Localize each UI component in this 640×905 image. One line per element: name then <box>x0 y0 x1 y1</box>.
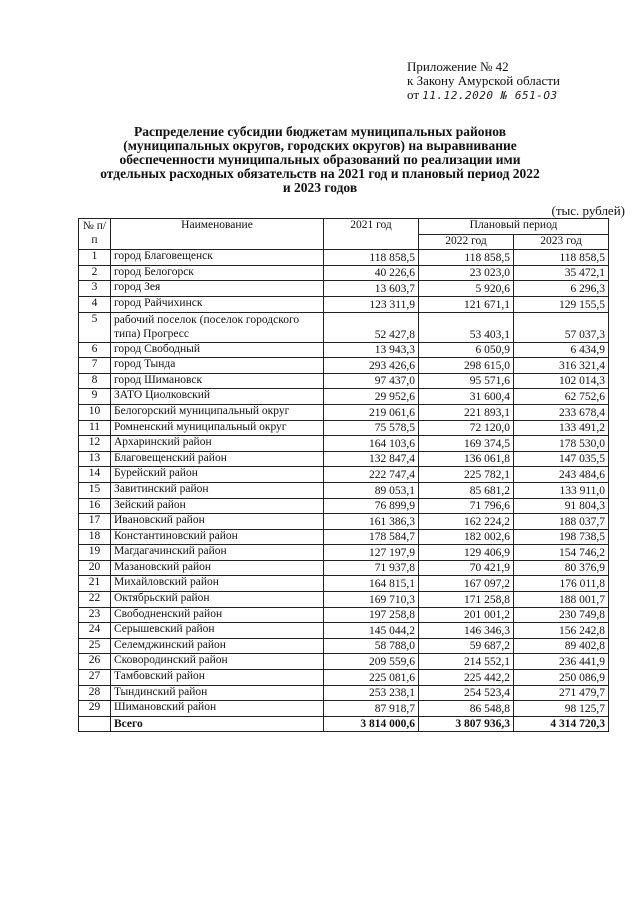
subsidy-table <box>78 218 609 732</box>
row-2021: 145 044,2 <box>324 623 419 639</box>
row-number: 12 <box>79 436 111 452</box>
table-row <box>79 576 609 592</box>
row-2023: 250 086,9 <box>514 670 609 686</box>
row-2023: 147 035,5 <box>514 451 609 467</box>
row-number: 17 <box>79 514 111 530</box>
row-2022: 225 442,2 <box>419 670 514 686</box>
row-number: 16 <box>79 498 111 514</box>
row-number: 8 <box>79 373 111 389</box>
row-number: 28 <box>79 685 111 701</box>
row-2022: 6 050,9 <box>419 342 514 358</box>
table-row <box>79 420 609 436</box>
row-2021: 169 710,3 <box>324 592 419 608</box>
row-2023: 133 491,2 <box>514 420 609 436</box>
row-2022: 171 258,8 <box>419 592 514 608</box>
row-name: Серышевский район <box>111 623 324 639</box>
row-number: 27 <box>79 670 111 686</box>
row-2021: 222 747,4 <box>324 467 419 483</box>
header-plan-period: Плановый период <box>419 219 609 235</box>
row-2023: 243 484,6 <box>514 467 609 483</box>
total-2021: 3 814 000,6 <box>324 716 419 732</box>
row-name: Михайловский район <box>111 576 324 592</box>
table-row <box>79 389 609 405</box>
row-2023: 316 321,4 <box>514 358 609 374</box>
row-2022: 201 001,2 <box>419 607 514 623</box>
row-2021: 197 258,8 <box>324 607 419 623</box>
row-2022: 118 858,5 <box>419 250 514 266</box>
document-title: Распределение субсидии бюджетам муниципальных районов (муниципальных округов, городских округов) на выравнивание обеспеченности муниципальных образований по реализации ими отдельных расходных обязательств на 2021 год и плановый период 2022 и 2023 годов <box>100 124 540 195</box>
row-name: город Тында <box>111 358 324 374</box>
row-2022: 182 002,6 <box>419 529 514 545</box>
row-2021: 40 226,6 <box>324 265 419 281</box>
row-2022: 85 681,2 <box>419 482 514 498</box>
row-2022: 129 406,9 <box>419 545 514 561</box>
row-2022: 23 023,0 <box>419 265 514 281</box>
row-name: город Белогорск <box>111 265 324 281</box>
row-number: 26 <box>79 654 111 670</box>
row-2021: 293 426,6 <box>324 358 419 374</box>
row-name: город Свободный <box>111 342 324 358</box>
total-num-cell <box>79 716 111 732</box>
row-name: Тындинский район <box>111 685 324 701</box>
row-name: город Благовещенск <box>111 250 324 266</box>
table-row <box>79 265 609 281</box>
row-2021: 178 584,7 <box>324 529 419 545</box>
table-row <box>79 623 609 639</box>
row-name: Бурейский район <box>111 467 324 483</box>
row-2023: 233 678,4 <box>514 404 609 420</box>
table-row <box>79 498 609 514</box>
header-2021: 2021 год <box>324 219 419 250</box>
table-row <box>79 312 609 342</box>
row-2021: 164 103,6 <box>324 436 419 452</box>
row-2023: 176 011,8 <box>514 576 609 592</box>
row-number: 18 <box>79 529 111 545</box>
row-2022: 86 548,8 <box>419 701 514 717</box>
row-2023: 198 738,5 <box>514 529 609 545</box>
table-row <box>79 373 609 389</box>
row-2022: 53 403,1 <box>419 312 514 342</box>
appendix-date-prefix: от <box>407 87 420 102</box>
header-name: Наименование <box>111 219 324 250</box>
row-name: Белогорский муниципальный округ <box>111 404 324 420</box>
row-2023: 154 746,2 <box>514 545 609 561</box>
row-2023: 156 242,8 <box>514 623 609 639</box>
row-number: 2 <box>79 265 111 281</box>
row-2021: 123 311,9 <box>324 296 419 312</box>
table-row <box>79 607 609 623</box>
appendix-block <box>407 60 632 103</box>
row-2021: 253 238,1 <box>324 685 419 701</box>
appendix-date <box>407 88 632 103</box>
row-2021: 87 918,7 <box>324 701 419 717</box>
row-number: 15 <box>79 482 111 498</box>
row-2022: 95 571,6 <box>419 373 514 389</box>
row-2023: 6 434,9 <box>514 342 609 358</box>
row-2022: 72 120,0 <box>419 420 514 436</box>
table-row <box>79 685 609 701</box>
row-name: город Шимановск <box>111 373 324 389</box>
row-2022: 71 796,6 <box>419 498 514 514</box>
row-2023: 89 402,8 <box>514 638 609 654</box>
row-name: Зейский район <box>111 498 324 514</box>
row-name: Мазановский район <box>111 560 324 576</box>
row-name: Октябрьский район <box>111 592 324 608</box>
row-2023: 178 530,0 <box>514 436 609 452</box>
table-row <box>79 638 609 654</box>
row-number: 13 <box>79 451 111 467</box>
row-number: 21 <box>79 576 111 592</box>
row-2021: 161 386,3 <box>324 514 419 530</box>
table-row <box>79 467 609 483</box>
total-2022: 3 807 936,3 <box>419 716 514 732</box>
row-number: 3 <box>79 281 111 297</box>
table-row <box>79 404 609 420</box>
row-number: 25 <box>79 638 111 654</box>
total-row <box>79 716 609 732</box>
table-row <box>79 654 609 670</box>
table-row <box>79 281 609 297</box>
row-2022: 59 687,2 <box>419 638 514 654</box>
row-2023: 57 037,3 <box>514 312 609 342</box>
row-number: 9 <box>79 389 111 405</box>
handwritten-date-number: 11.12.2020 № 651-ОЗ <box>422 89 558 102</box>
header-2022: 2022 год <box>419 234 514 250</box>
header-2023: 2023 год <box>514 234 609 250</box>
row-2023: 271 479,7 <box>514 685 609 701</box>
row-2022: 298 615,0 <box>419 358 514 374</box>
row-2022: 254 523,4 <box>419 685 514 701</box>
row-name: Завитинский район <box>111 482 324 498</box>
row-2022: 5 920,6 <box>419 281 514 297</box>
appendix-number: Приложение № 42 <box>407 59 509 74</box>
row-number: 11 <box>79 420 111 436</box>
row-name: Тамбовский район <box>111 670 324 686</box>
row-2021: 132 847,4 <box>324 451 419 467</box>
row-2021: 219 061,6 <box>324 404 419 420</box>
row-2022: 31 600,4 <box>419 389 514 405</box>
table-row <box>79 296 609 312</box>
table-row <box>79 451 609 467</box>
row-2021: 76 899,9 <box>324 498 419 514</box>
row-2023: 129 155,5 <box>514 296 609 312</box>
row-2023: 6 296,3 <box>514 281 609 297</box>
row-2022: 162 224,2 <box>419 514 514 530</box>
row-2023: 102 014,3 <box>514 373 609 389</box>
row-name: Архаринский район <box>111 436 324 452</box>
total-label: Всего <box>111 716 324 732</box>
row-2023: 236 441,9 <box>514 654 609 670</box>
row-2022: 121 671,1 <box>419 296 514 312</box>
row-number: 7 <box>79 358 111 374</box>
row-name: Ивановский район <box>111 514 324 530</box>
row-2022: 70 421,9 <box>419 560 514 576</box>
row-number: 22 <box>79 592 111 608</box>
row-number: 4 <box>79 296 111 312</box>
row-number: 24 <box>79 623 111 639</box>
row-name: Селемджинский район <box>111 638 324 654</box>
row-2023: 80 376,9 <box>514 560 609 576</box>
row-2023: 35 472,1 <box>514 265 609 281</box>
row-number: 1 <box>79 250 111 266</box>
row-number: 20 <box>79 560 111 576</box>
row-2021: 225 081,6 <box>324 670 419 686</box>
table-row <box>79 358 609 374</box>
row-number: 29 <box>79 701 111 717</box>
row-number: 6 <box>79 342 111 358</box>
table-row <box>79 436 609 452</box>
appendix-law: к Закону Амурской области <box>407 73 560 88</box>
row-2021: 58 788,0 <box>324 638 419 654</box>
table-row <box>79 545 609 561</box>
row-number: 10 <box>79 404 111 420</box>
row-2022: 136 061,8 <box>419 451 514 467</box>
row-2022: 146 346,3 <box>419 623 514 639</box>
table-body <box>79 250 609 717</box>
total-2023: 4 314 720,3 <box>514 716 609 732</box>
row-name: город Зея <box>111 281 324 297</box>
row-name: Ромненский муниципальный округ <box>111 420 324 436</box>
header-num: № п/п <box>79 219 111 250</box>
row-2021: 75 578,5 <box>324 420 419 436</box>
row-2021: 164 815,1 <box>324 576 419 592</box>
row-name: ЗАТО Циолковский <box>111 389 324 405</box>
row-number: 19 <box>79 545 111 561</box>
row-2021: 97 437,0 <box>324 373 419 389</box>
row-number: 23 <box>79 607 111 623</box>
row-2021: 13 603,7 <box>324 281 419 297</box>
row-2022: 214 552,1 <box>419 654 514 670</box>
row-2022: 169 374,5 <box>419 436 514 452</box>
table-row <box>79 482 609 498</box>
table-row <box>79 592 609 608</box>
table-row <box>79 342 609 358</box>
row-2022: 221 893,1 <box>419 404 514 420</box>
row-2023: 188 001,7 <box>514 592 609 608</box>
row-2022: 225 782,1 <box>419 467 514 483</box>
row-number: 5 <box>79 312 111 342</box>
row-number: 14 <box>79 467 111 483</box>
row-2021: 29 952,6 <box>324 389 419 405</box>
table-row <box>79 670 609 686</box>
row-name: город Райчихинск <box>111 296 324 312</box>
row-2023: 62 752,6 <box>514 389 609 405</box>
table-row <box>79 529 609 545</box>
table-row <box>79 250 609 266</box>
row-name: Свободненский район <box>111 607 324 623</box>
table-row <box>79 701 609 717</box>
row-2022: 167 097,2 <box>419 576 514 592</box>
table-row <box>79 560 609 576</box>
row-2023: 118 858,5 <box>514 250 609 266</box>
row-2023: 98 125,7 <box>514 701 609 717</box>
row-2021: 52 427,8 <box>324 312 419 342</box>
row-2021: 118 858,5 <box>324 250 419 266</box>
row-name: Константиновский район <box>111 529 324 545</box>
row-name: Магдагачинский район <box>111 545 324 561</box>
row-2023: 91 804,3 <box>514 498 609 514</box>
row-name: Благовещенский район <box>111 451 324 467</box>
row-name: рабочий поселок (поселок городского типа) Прогресс <box>111 312 324 342</box>
row-2023: 188 037,7 <box>514 514 609 530</box>
row-name: Сковородинский район <box>111 654 324 670</box>
row-2021: 127 197,9 <box>324 545 419 561</box>
row-name: Шимановский район <box>111 701 324 717</box>
row-2021: 71 937,8 <box>324 560 419 576</box>
row-2021: 209 559,6 <box>324 654 419 670</box>
row-2021: 89 053,1 <box>324 482 419 498</box>
row-2023: 133 911,0 <box>514 482 609 498</box>
row-2023: 230 749,8 <box>514 607 609 623</box>
units-label: (тыс. рублей) <box>551 203 625 218</box>
table-row <box>79 514 609 530</box>
row-2021: 13 943,3 <box>324 342 419 358</box>
